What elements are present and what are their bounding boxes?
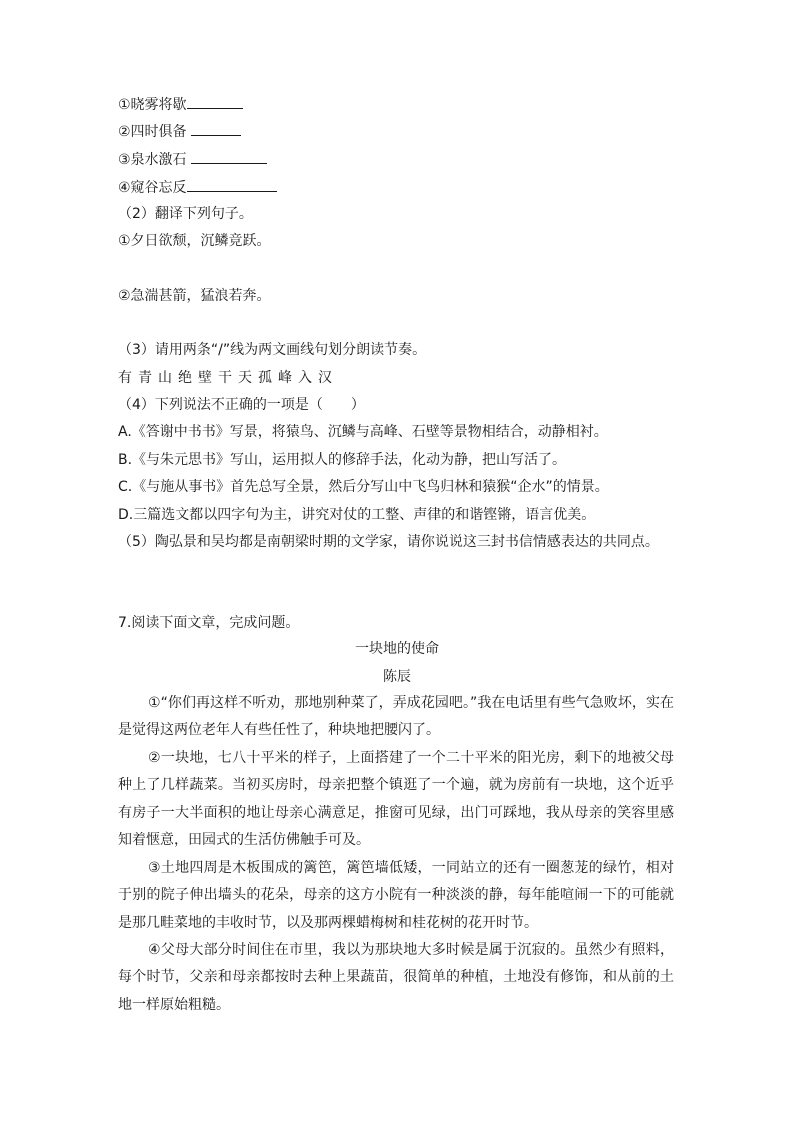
article-author: 陈辰 (383, 669, 411, 685)
answer-blank[interactable] (187, 177, 277, 192)
question-4-option-a: A.《答谢中书书》写景，将猿鸟、沉鳞与高峰、石壁等景物相结合，动静相衬。 (118, 424, 608, 440)
vocab-item-text: ①晓雾将歇 (118, 97, 187, 113)
question-5-title: （5）陶弘景和吴均都是南朝梁时期的文学家，请你说说这三封书信情感表达的共同点。 (118, 534, 659, 550)
vocab-item-3 (118, 149, 678, 170)
vocab-item-text: ③泉水激石 (118, 152, 192, 168)
question-7-heading: 7.阅读下面文章，完成问题。 (118, 615, 300, 631)
article-paragraph-3: ③土地四周是木板围成的篱笆，篱笆墙低矮，一同站立的还有一圈葱茏的绿竹，相对于别的院子伸出墙头的花朵，母亲的这方小院有一种淡淡的静，每年能喧闹一下的可能就是那几畦菜地的丰收时节，以及那两棵蜡梅树和桂花树的花开时节。 (118, 860, 674, 931)
question-3-title: （3）请用两条“/”线为两文画线句划分朗读节奏。 (118, 342, 427, 358)
vocab-item-text: ②四时俱备 (118, 124, 192, 140)
answer-blank[interactable] (187, 94, 243, 109)
question-4-option-b: B.《与朱元思书》写山，运用拟人的修辞手法，化动为静，把山写活了。 (118, 452, 567, 468)
vocab-item-text: ④窥谷忘反 (118, 180, 187, 196)
answer-blank[interactable] (191, 121, 241, 136)
question-3-sentence: 有青山绝壁干天孤峰入汉 (118, 370, 338, 386)
article-paragraph-2: ②一块地，七八十平米的样子，上面搭建了一个二十平米的阳光房，剩下的地被父母种上了几样蔬菜。当初买房时，母亲把整个镇逛了一个遍，就为房前有一块地，这个近乎有房子一大半面积的地让母亲心满意足，推窗可见绿，出门可踩地，我从母亲的笑容里感知着惬意，田园式的生活仿佛触手可及。 (118, 750, 674, 849)
question-2-sentence-2: ②急湍甚箭，猛浪若奔。 (118, 288, 271, 304)
question-4-option-d: D.三篇选文都以四字句为主，讲究对仗的工整、声律的和谐铿锵，语言优美。 (118, 507, 596, 523)
vocab-item-1 (118, 94, 678, 115)
vocab-item-4 (118, 177, 678, 198)
question-2-title: （2）翻译下列句子。 (118, 206, 253, 222)
article-paragraph-4: ④父母大部分时间住在市里，我以为那块地大多时候是属于沉寂的。虽然少有照料，每个时节，父亲和母亲都按时去种上果蔬苗，很简单的种植，土地没有修饰，和从前的土地一样原始粗糙。 (118, 942, 674, 1013)
vocab-item-2 (118, 121, 678, 142)
answer-blank[interactable] (191, 149, 267, 164)
article-title: 一块地的使命 (355, 641, 439, 657)
question-4-title: （4）下列说法不正确的一项是（ ） (118, 397, 365, 413)
article-paragraph-1: ①“你们再这样不听劝，那地别种菜了，弄成花园吧。”我在电话里有些气急败坏，实在是觉得这两位老年人有些任性了，种块地把腰闪了。 (118, 695, 674, 739)
question-2-sentence-1: ①夕日欲颓，沉鳞竞跃。 (118, 233, 271, 249)
question-4-option-c: C.《与施从事书》首先总写全景，然后分写山中飞鸟归林和猿猴“企水”的情景。 (118, 479, 609, 495)
